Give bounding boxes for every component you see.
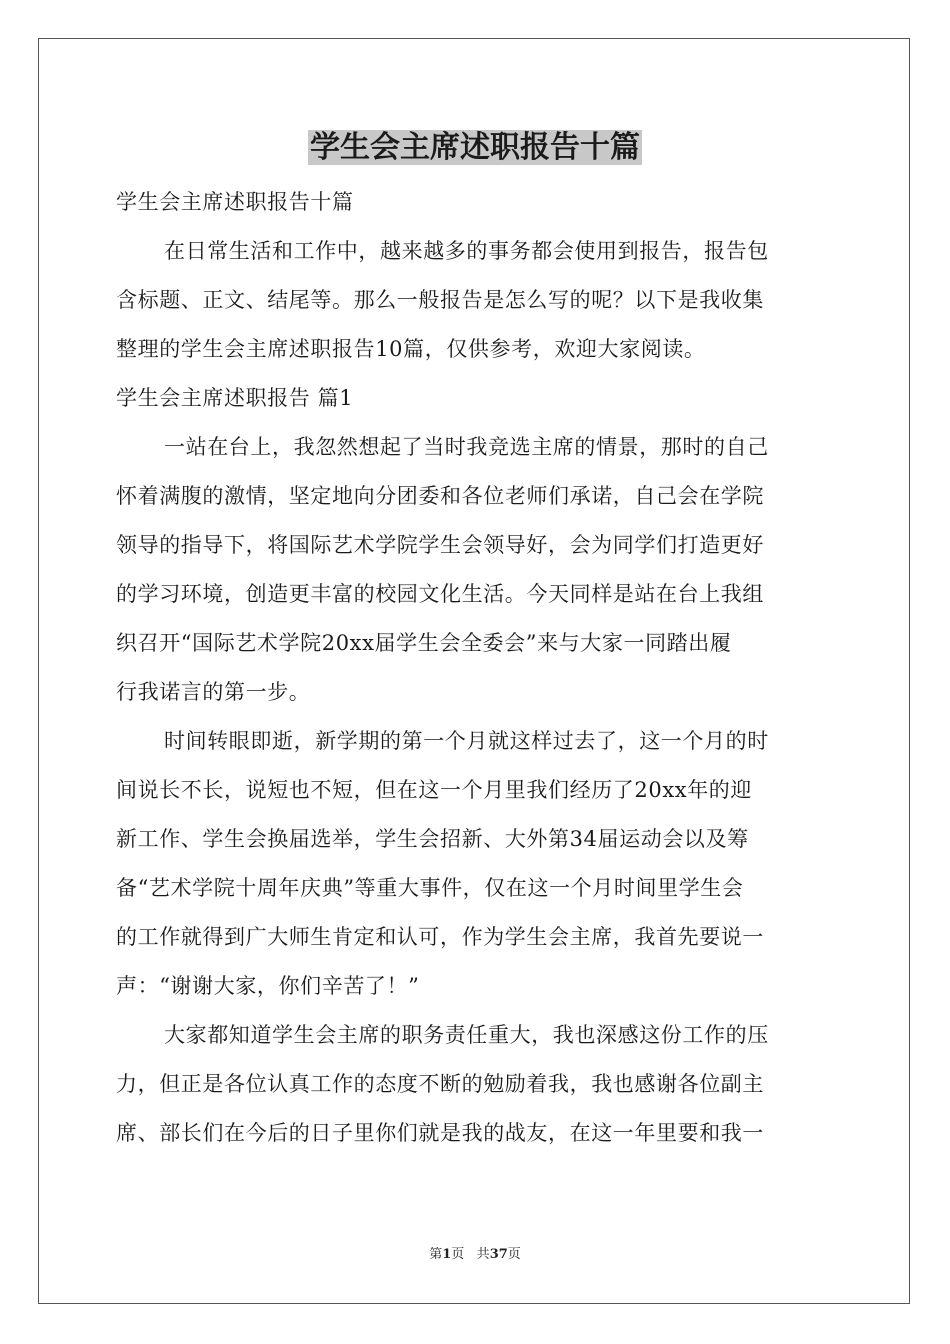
body-line: 间说长不长，说短也不短，但在这一个月里我们经历了20xx年的迎 [116,778,753,802]
body-line: 织召开“国际艺术学院20xx届学生会全委会”来与大家一同踏出履 [116,631,732,655]
body-line: 含标题、正文、结尾等。那么一般报告是怎么写的呢？以下是我收集 [116,288,764,312]
document-title [0,126,950,170]
body-line: 领导的指导下，将国际艺术学院学生会领导好，会为同学们打造更好 [116,533,764,557]
footer-page-prefix: 第 [429,1247,443,1262]
body-line: 席、部长们在今后的日子里你们就是我的战友，在这一年里要和我一 [116,1121,764,1145]
body-line: 新工作、学生会换届选举，学生会招新、大外第34届运动会以及筹 [116,827,749,851]
body-line: 的学习环境，创造更丰富的校园文化生活。今天同样是站在台上我组 [116,582,764,606]
body-line-subtitle: 学生会主席述职报告十篇 [116,190,354,214]
body-line: 备“艺术学院十周年庆典”等重大事件，仅在这一个月时间里学生会 [116,876,744,900]
footer-total-prefix: 共 [476,1247,490,1262]
body-line: 声：“谢谢大家，你们辛苦了！” [116,974,420,998]
footer-page-number: 1 [442,1247,452,1262]
body-line: 整理的学生会主席述职报告10篇，仅供参考，欢迎大家阅读。 [116,337,706,361]
body-line: 的工作就得到广大师生肯定和认可，作为学生会主席，我首先要说一 [116,925,764,949]
footer-total-suffix: 页 [507,1247,521,1262]
body-line: 怀着满腹的激情，坚定地向分团委和各位老师们承诺，自己会在学院 [116,484,764,508]
document-title-text: 学生会主席述职报告十篇 [310,130,640,165]
body-line: 时间转眼即逝，新学期的第一个月就这样过去了，这一个月的时 [164,729,769,753]
body-line: 行我诺言的第一步。 [116,680,311,704]
footer-total-pages: 37 [489,1247,508,1262]
section-heading: 学生会主席述职报告 篇1 [116,386,354,410]
page-footer [0,1246,950,1264]
body-line: 大家都知道学生会主席的职务责任重大，我也深感这份工作的压 [164,1023,769,1047]
body-line: 在日常生活和工作中，越来越多的事务都会使用到报告，报告包 [164,239,769,263]
body-line: 一站在台上，我忽然想起了当时我竞选主席的情景，那时的自己 [164,435,769,459]
document-body [116,178,834,1158]
footer-page-suffix: 页 [451,1247,465,1262]
body-line: 力，但正是各位认真工作的态度不断的勉励着我，我也感谢各位副主 [116,1072,764,1096]
